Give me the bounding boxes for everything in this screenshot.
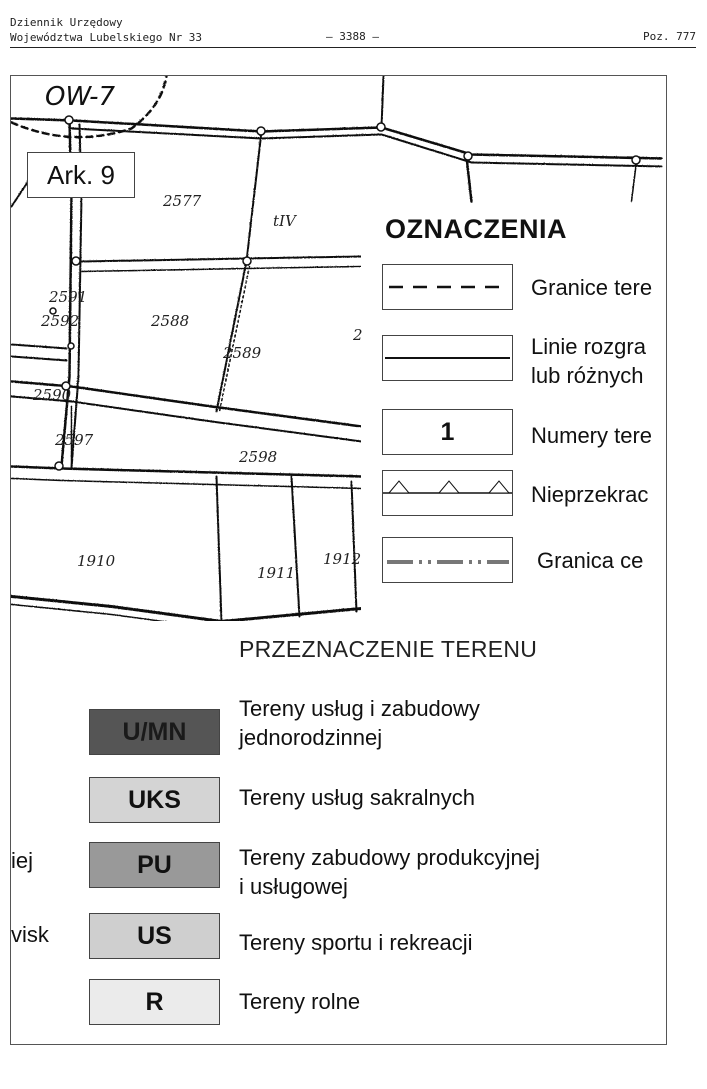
- zone-label: Tereny zabudowy produkcyjnej i usługowej: [239, 845, 540, 899]
- parcel-number: 2588: [151, 312, 190, 330]
- area-code-label: OW-7: [45, 82, 116, 112]
- legend-label: Linie rozgra lub różnych: [531, 334, 646, 388]
- zone-label: Tereny usług sakralnych: [239, 785, 476, 810]
- zone-label: Tereny sportu i rekreacji: [239, 930, 473, 955]
- legend-label: Nieprzekrac: [531, 482, 649, 507]
- legend-label: Numery tere: [531, 423, 653, 448]
- zone-symbol-pu: PU: [89, 842, 220, 888]
- legend-label: Granice tere: [531, 275, 653, 300]
- parcel-number: 2: [353, 326, 363, 344]
- zone-label: Tereny rolne: [239, 989, 361, 1014]
- journal-title-line1: Dziennik Urzędowy: [10, 16, 123, 29]
- parcel-number: 1911: [257, 564, 296, 582]
- legend-title: OZNACZENIA: [385, 214, 567, 244]
- parcel-number: 2577: [163, 192, 202, 210]
- legend-label: Granica ce: [537, 548, 644, 573]
- journal-title: [10, 15, 202, 45]
- sheet-label: Ark. 9: [27, 152, 135, 198]
- header-divider: [10, 47, 696, 48]
- zoning-title: PRZEZNACZENIE TERENU: [239, 636, 538, 662]
- parcel-number: 2591: [49, 288, 88, 306]
- parcel-number: 2598: [239, 448, 278, 466]
- parcel-number: 2589: [223, 344, 262, 362]
- position-number: Poz. 777: [643, 30, 696, 43]
- zone-label: Tereny usług i zabudowy jednorodzinnej: [239, 696, 480, 750]
- map-frame: [10, 75, 667, 1045]
- number-symbol: 1: [382, 409, 513, 455]
- zone-symbol-us: US: [89, 913, 220, 959]
- parcel-number: 2592: [41, 312, 80, 330]
- page-number: – 3388 –: [326, 30, 379, 43]
- dashed-line-icon: [382, 264, 513, 310]
- parcel-number: 1912: [323, 550, 362, 568]
- zone-symbol-uks: UKS: [89, 777, 220, 823]
- parcel-number: 2597: [55, 431, 94, 449]
- soil-class-label: tIV: [273, 212, 296, 230]
- solid-line-icon: [382, 335, 513, 381]
- zone-symbol-umn: U/MN: [89, 709, 220, 755]
- parcel-number: 1910: [77, 552, 116, 570]
- journal-title-line2: Województwa Lubelskiego Nr 33: [10, 31, 203, 44]
- dash-dot-line-icon: [382, 537, 513, 583]
- cut-off-text: visk: [11, 922, 49, 947]
- cut-off-text: iej: [11, 848, 34, 873]
- parcel-number: 2590: [33, 386, 72, 404]
- triangle-line-icon: [382, 470, 513, 516]
- zone-symbol-r: R: [89, 979, 220, 1025]
